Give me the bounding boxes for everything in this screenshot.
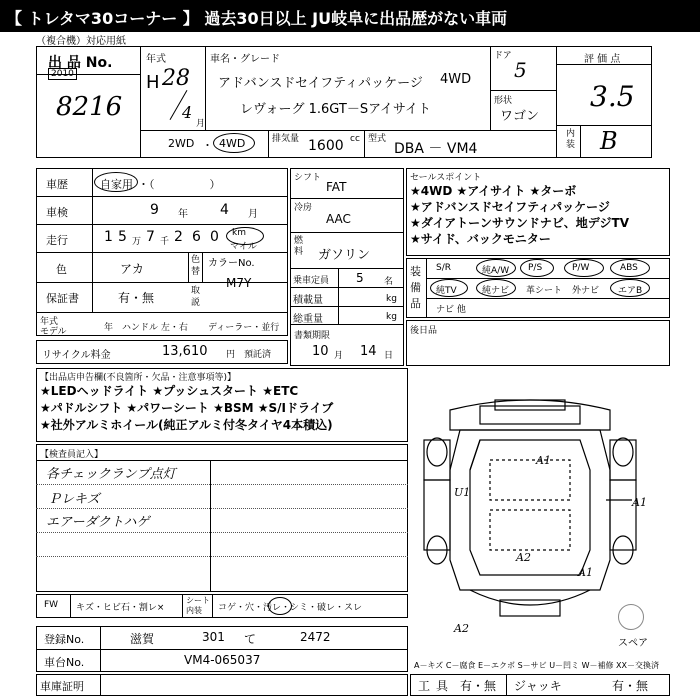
color-change-label: 色替: [191, 255, 201, 277]
color-value: アカ: [120, 262, 144, 276]
color-label: 色: [56, 263, 67, 276]
shift-label: シフト: [294, 173, 322, 183]
shift-value: FAT: [326, 180, 347, 194]
color-code: M7Y: [226, 276, 252, 290]
history-rest: ・（ ）: [138, 178, 221, 191]
cooler-value: AAC: [326, 212, 351, 226]
year-era: H: [146, 72, 160, 93]
equipment-alloy: 純A/W: [482, 266, 510, 276]
displacement-label: 排気量: [272, 134, 300, 144]
score-label: 評 価 点: [584, 54, 621, 65]
sales-point-line: ★4WD ★アイサイト ★ターボ: [410, 184, 577, 198]
displacement-unit: cc: [350, 134, 360, 144]
model-drive-tag: 4WD: [440, 72, 472, 87]
certificate-label: 車庫証明: [40, 680, 84, 693]
diagram-mark: A1: [578, 566, 593, 579]
jack-label: ジャッキ: [514, 679, 562, 693]
fw-label: FW: [44, 600, 59, 610]
recycle-unit: 円: [226, 350, 236, 360]
certificate-box: [36, 674, 408, 696]
model-label: 車名・グレード: [210, 54, 280, 65]
small-row-label: 年式: [40, 317, 59, 327]
diagram-mark: A1: [632, 496, 647, 509]
mileage-d6: 0: [210, 229, 219, 245]
model-name: レヴォーグ 1.6GT－Sアイサイト: [240, 102, 432, 117]
gross-unit: kg: [386, 312, 397, 322]
capacity-label: 乗車定員: [293, 276, 330, 286]
exhibitor-note-line: ★パドルシフト ★パワーシート ★BSM ★S/Iドライブ: [40, 401, 334, 415]
interior-value: B: [600, 127, 618, 155]
gross-label: 総重量: [293, 314, 323, 325]
registration-region: 滋賀: [130, 632, 155, 646]
exhibitor-note-line: ★LEDヘッドライト ★プッシュスタート ★ETC: [40, 384, 299, 398]
equipment-label: 装備品: [410, 265, 421, 310]
mileage-d4: 2: [174, 229, 183, 245]
diagram-mark: A2: [454, 622, 469, 635]
doc-deadline-label: 書類期限: [294, 331, 331, 341]
doors-value: 5: [514, 58, 527, 82]
body-shape-value: ワゴン: [500, 109, 540, 124]
equipment-airbag: エアB: [618, 286, 643, 296]
inspection-month: 4: [220, 202, 229, 218]
spare-tire-icon: [618, 604, 644, 630]
model-grade: アドバンスドセイフティパッケージ: [218, 76, 423, 91]
equipment-pw: P/W: [572, 263, 590, 273]
chassis-label: 車台No.: [44, 656, 85, 669]
doc-deadline-month: 10: [312, 344, 329, 359]
drive-opt2: 4WD: [219, 137, 246, 150]
equipment-abs: ABS: [620, 263, 638, 273]
small-row-unit: 年: [104, 323, 114, 333]
registration-label: 登録No.: [44, 633, 85, 646]
lot-number: 8216: [56, 92, 123, 122]
inspection-month-unit: 月: [248, 209, 258, 220]
small-row-handle: ハンドル 左・右: [122, 323, 188, 333]
equipment-ps: P/S: [528, 263, 543, 273]
recycle-value: 13,610: [162, 344, 208, 359]
later-install-box: [406, 320, 670, 366]
subheader: （複合機）対応用紙: [36, 36, 126, 47]
year-month: 4: [182, 103, 193, 122]
sales-point-line: ★ダイアトーンサウンドナビ、地デジTV: [410, 216, 630, 230]
history-value: 自家用: [100, 178, 133, 191]
mileage-label: 走行: [46, 234, 68, 247]
model-code-label: 型式: [368, 134, 387, 144]
registration-number: 2472: [300, 630, 331, 644]
exhibitor-notes-label: 【出品店申告欄(不良箇所・欠品・注意事項等)】: [40, 373, 237, 383]
sales-point-line: ★サイド、バックモニター: [410, 232, 551, 246]
capacity-value: 5: [356, 271, 364, 285]
color-no-label: カラーNo.: [208, 258, 255, 269]
doc-deadline-month-unit: 月: [334, 351, 344, 361]
banner-text: 【 トレタマ30コーナー 】 過去30日以上 JU岐阜に出品歴がない車両: [6, 9, 508, 28]
score-value: 3.5: [590, 80, 635, 113]
equipment-sr: S/R: [436, 263, 451, 273]
fuel-value: ガソリン: [318, 248, 371, 263]
inspector-line: 各チェックランプ点灯: [46, 467, 176, 482]
small-row-dealer: ディーラー・並行: [208, 323, 280, 333]
mileage-d2: 5: [118, 229, 127, 245]
registration-class: 301: [202, 630, 225, 644]
equipment-tv: 純TV: [436, 286, 457, 296]
equipment-navi: 純ナビ: [482, 286, 510, 296]
sales-points-label: セールスポイント: [410, 173, 482, 183]
damage-legend: A－キズ C－腐食 E－エクボ S－サビ U－凹ミ W－補修 XX－交換済: [414, 661, 660, 670]
inspector-line: エアーダクトハゲ: [46, 515, 150, 530]
mileage-unit-man: 万: [132, 237, 142, 247]
tools-label: 工具: [418, 679, 455, 693]
drive-sep: ・: [202, 139, 213, 152]
doc-deadline-day: 14: [360, 344, 377, 359]
interior-label: 内装: [566, 129, 576, 150]
diagram-mark: U1: [454, 486, 471, 499]
mileage-d5: 6: [192, 229, 201, 245]
fuel-label: 燃料: [294, 236, 304, 257]
inspection-year-unit: 年: [178, 209, 188, 220]
year-value: 28: [162, 66, 190, 91]
equipment-other: ナビ 他: [436, 305, 466, 315]
mileage-unit-km: km: [232, 228, 246, 238]
seat-circle: [268, 597, 292, 615]
lot-year-badge: 2010: [48, 68, 77, 80]
small-row-label2: モデル: [40, 327, 67, 337]
mileage-unit-mile: マイル: [230, 242, 257, 252]
inspector-label: 【検査員記入】: [40, 450, 104, 460]
registration-kana: て: [244, 632, 257, 646]
diagram-mark: A1: [536, 454, 551, 467]
warranty-value: 有・無: [118, 291, 155, 305]
body-shape-label: 形状: [494, 96, 513, 106]
seat-items: コゲ・穴・汚レ・シミ・破レ・スレ: [218, 603, 363, 613]
recycle-label: リサイクル料金: [42, 350, 111, 361]
inspection-year: 9: [150, 202, 159, 218]
jack-value: 有・無: [612, 679, 649, 693]
recycle-note: 預託済: [244, 350, 272, 360]
car-diagram: [410, 380, 650, 640]
tools-value: 有・無: [460, 679, 497, 693]
exhibitor-note-line: ★社外アルミホイール(純正アルミ付冬タイヤ4本積込): [40, 418, 333, 432]
manual-label: 取説: [191, 286, 201, 308]
cooler-label: 冷房: [294, 203, 313, 213]
mileage-unit-sen: 千: [160, 237, 170, 247]
drive-opt1: 2WD: [168, 137, 195, 150]
year-label: 年式: [146, 54, 166, 65]
warranty-label: 保証書: [46, 292, 79, 305]
load-label: 積載量: [293, 295, 323, 306]
year-month-unit: 月: [196, 119, 206, 129]
inspector-line: Ｐレキズ: [48, 492, 100, 507]
doc-deadline-day-unit: 日: [384, 351, 394, 361]
mileage-d1: 1: [104, 229, 113, 245]
capacity-unit: 名: [384, 277, 394, 287]
later-install-label: 後日品: [410, 326, 438, 336]
seat-label: シート内装: [186, 596, 210, 615]
spare-label: スペア: [618, 638, 648, 649]
history-label: 車歴: [46, 178, 68, 191]
inspection-label: 車検: [46, 206, 68, 219]
chassis-value: VM4-065037: [184, 653, 261, 667]
equipment-leather: 革シート: [526, 286, 563, 296]
load-unit: kg: [386, 294, 397, 304]
fw-items: キズ・ヒビ石・割レ×: [76, 603, 165, 613]
model-code-value: DBA － VM4: [394, 141, 478, 157]
mileage-d3: 7: [146, 229, 155, 245]
doors-label: ドア: [494, 51, 512, 61]
equipment-ext-navi: 外ナビ: [572, 286, 600, 296]
diagram-mark: A2: [516, 551, 531, 564]
lot-label: 出 品 No.: [48, 55, 113, 71]
sales-point-line: ★アドバンスドセイフティパッケージ: [410, 200, 610, 214]
displacement-value: 1600: [308, 138, 344, 154]
